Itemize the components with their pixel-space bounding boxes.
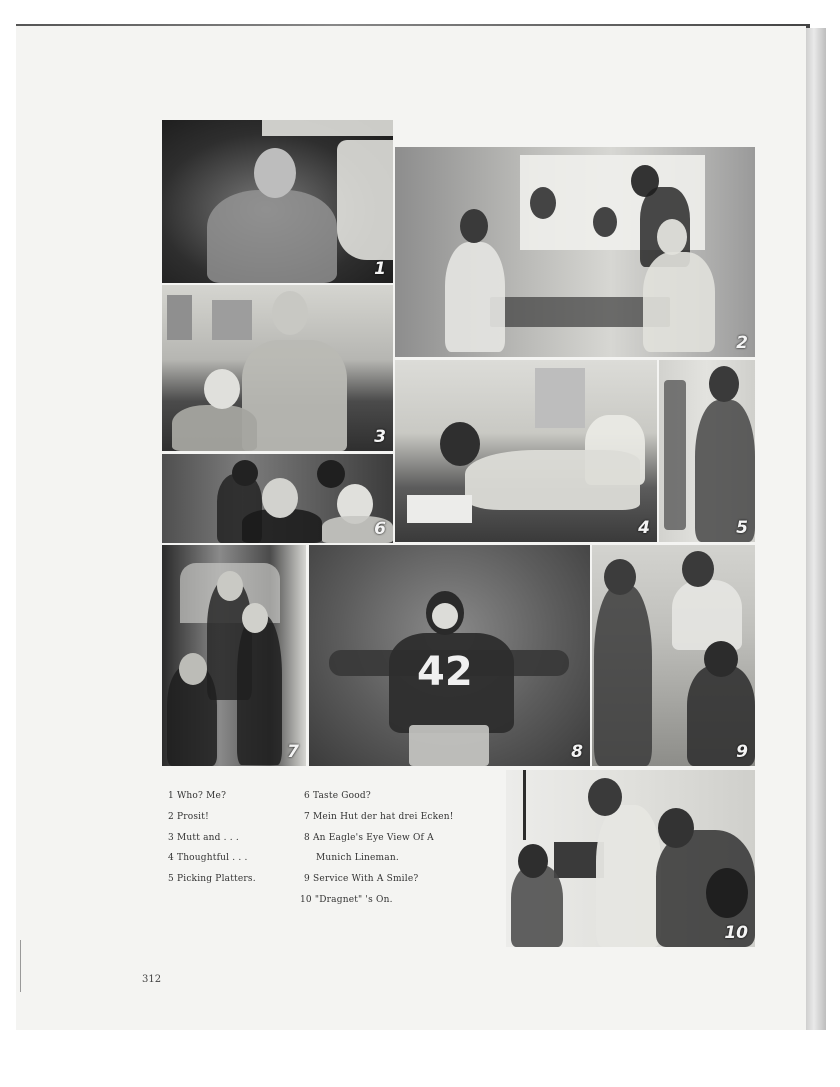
photo-7 xyxy=(162,545,306,766)
page-binding xyxy=(806,28,826,1030)
photo-number: 10 xyxy=(724,923,748,943)
caption: 2 Prosit! xyxy=(168,811,209,822)
photo-number: 5 xyxy=(736,518,748,538)
photo-1 xyxy=(162,120,393,283)
caption: 10 "Dragnet" 's On. xyxy=(300,894,393,905)
captions-left xyxy=(168,786,256,890)
photo-3 xyxy=(162,285,393,451)
photo-2 xyxy=(395,147,755,357)
jersey-number: 42 xyxy=(417,649,473,695)
caption: 3 Mutt and . . . xyxy=(168,832,239,843)
caption: 1 Who? Me? xyxy=(168,791,227,801)
captions-right xyxy=(300,786,454,911)
photo-9 xyxy=(592,545,755,766)
photo-10 xyxy=(506,770,755,947)
photo-number: 3 xyxy=(374,427,386,447)
caption: 7 Mein Hut der hat drei Ecken! xyxy=(304,811,454,822)
photo-4 xyxy=(395,360,657,542)
caption: Munich Lineman. xyxy=(316,853,399,864)
photo-number: 1 xyxy=(374,259,386,279)
photo-number: 4 xyxy=(638,518,650,538)
caption: 6 Taste Good? xyxy=(304,791,371,801)
caption: 5 Picking Platters. xyxy=(168,874,256,885)
caption: 4 Thoughtful . . . xyxy=(168,853,248,864)
page-number: 312 xyxy=(142,974,162,985)
caption: 9 Service With A Smile? xyxy=(304,874,419,885)
margin-mark xyxy=(20,940,21,992)
photo-6 xyxy=(162,454,393,543)
photo-number: 6 xyxy=(374,519,386,539)
caption: 8 An Eagle's Eye View Of A xyxy=(304,832,434,843)
photo-number: 7 xyxy=(287,742,299,762)
photo-8 xyxy=(309,545,590,766)
photo-5 xyxy=(659,360,755,542)
photo-number: 2 xyxy=(736,333,748,353)
photo-number: 9 xyxy=(736,742,748,762)
photo-number: 8 xyxy=(571,742,583,762)
